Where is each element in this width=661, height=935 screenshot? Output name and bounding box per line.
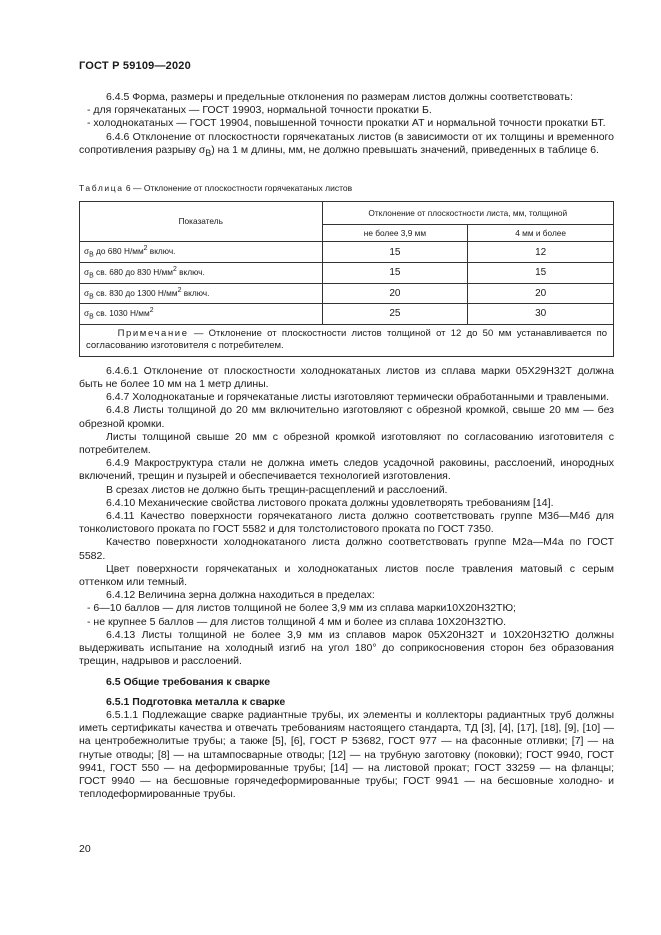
- cell-thin: 25: [322, 304, 468, 325]
- paragraph-6-4-6: 6.4.6 Отклонение от плоскостности горячекатаных листов (в зависимости от их толщины и временного сопротивления разрыву $\sigma_В$) на 1 м длины, мм, не должно превышать значений, приведенных в таблице 6.: [79, 130, 614, 158]
- header-thick: 4 мм и более: [468, 225, 614, 242]
- list-item-cold-rolled: - холоднокатаных — ГОСТ 19904, повышенной точности прокатки АТ и нормальной точности прокатки БТ.: [87, 117, 606, 130]
- table-row: [80, 283, 614, 304]
- list-item-grain-thick: - не крупнее 5 баллов — для листов толщиной 4 мм и более из сплава 10Х20Н32ТЮ.: [87, 615, 507, 628]
- row-indicator: $\sigma_В$ св. 830 до 1300 $Н/мм^2$ включ.: [80, 283, 323, 304]
- row-indicator: $\sigma_В$ до 680 $Н/мм^2$ включ.: [80, 242, 323, 263]
- page-number: 20: [79, 843, 91, 855]
- list-item-hot-rolled: - для горячекатаных — ГОСТ 19903, нормальной точности прокатки Б.: [87, 104, 432, 117]
- header-deviation-group: Отклонение от плоскостности листа, мм, толщиной: [322, 202, 613, 225]
- paragraph-edge-sheets: Листы толщиной свыше 20 мм с обрезной кромкой изготовляют по согласованию изготовителя с потребителем.: [79, 430, 614, 457]
- cell-thin: 15: [322, 262, 468, 283]
- document-header: ГОСТ Р 59109—2020: [79, 60, 191, 72]
- header-indicator: Показатель: [80, 202, 323, 242]
- cell-thin: 20: [322, 283, 468, 304]
- paragraph-cuts: В срезах листов не должно быть трещин-расщеплений и расслоений.: [106, 483, 448, 496]
- cell-thick: 20: [468, 283, 614, 304]
- table-row: [80, 304, 614, 325]
- header-thin: не более 3,9 мм: [322, 225, 468, 242]
- table-header-row: [80, 202, 614, 225]
- paragraph-6-4-7: 6.4.7 Холоднокатаные и горячекатаные листы изготовляют термически обработанными и травлеными.: [106, 391, 610, 404]
- paragraph-6-5-1-1: 6.5.1.1 Подлежащие сварке радиантные трубы, их элементы и коллекторы радиантных труб должны иметь сертификаты качества и отвечать требованиям настоящего стандарта, ТД [3], [4], [17], [18], [9], [10] — на центробежнолитые трубы; а также [5], [6], ГОСТ Р 53682, ГОСТ 977 — на фасонные отливки; [7] — на гнутые отводы; [8] — на штампосварные отводы; [12] — на трубную заготовку (поковки); ГОСТ 9940, ГОСТ 9941, ГОСТ 550 — на деформированные трубы; [14] — на листовой прокат; ГОСТ 33259 — на фланцы; ГОСТ 9940 — на бесшовные горячедеформированные трубы; ГОСТ 9941 — на бесшовные холодно- и теплодеформированные трубы.: [79, 708, 614, 801]
- cell-thick: 30: [468, 304, 614, 325]
- paragraph-6-4-5: 6.4.5 Форма, размеры и предельные отклонения по размерам листов должны соответствовать:: [106, 91, 573, 103]
- paragraph-6-4-6-1: 6.4.6.1 Отклонение от плоскостности холоднокатаных листов из сплава марки 05Х29Н32Т должна быть не более 10 мм на 1 метр длины.: [79, 364, 614, 391]
- paragraph-6-4-10: 6.4.10 Механические свойства листового проката должны удовлетворять требованиям [14].: [106, 496, 554, 509]
- paragraph-6-4-11: 6.4.11 Качество поверхности горячекатаного листа должно соответствовать группе М3б—М4б для тонколистового проката по ГОСТ 5582 и для толстолистового проката по ГОСТ 7350.: [79, 510, 614, 536]
- table-row: [80, 242, 614, 263]
- cell-thick: 15: [468, 262, 614, 283]
- row-indicator: $\sigma_В$ св. 680 до 830 $Н/мм^2$ включ.: [80, 262, 323, 283]
- paragraph-6-4-8: 6.4.8 Листы толщиной до 20 мм включительно изготовляют с обрезной кромкой, свыше 20 мм — без обрезной кромки.: [79, 404, 614, 430]
- paragraph-color: Цвет поверхности горячекатаных и холоднокатаных листов после травления матовый с серым оттенком или темный.: [79, 562, 614, 589]
- paragraph-6-4-13: 6.4.13 Листы толщиной не более 3,9 мм из сплавов марок 05Х20Н32Т и 10Х20Н32ТЮ должны выдерживать испытание на холодный изгиб на угол 180° до соприкосновения сторон без образования трещин, надрывов и расслоений.: [79, 628, 614, 668]
- table-note: Примечание — Отклонение от плоскостности листов толщиной от 12 до 50 мм устанавливается по согласованию изготовителя с потребителем.: [80, 324, 614, 356]
- table-row: [80, 262, 614, 283]
- list-item-grain-thin: - 6—10 баллов — для листов толщиной не более 3,9 мм из сплава марки10Х20Н32ТЮ;: [87, 602, 516, 615]
- paragraph-cold-surface: Качество поверхности холоднокатаного листа должно соответствовать группе М2а—М4а по ГОСТ 5582.: [79, 536, 614, 562]
- row-indicator: $\sigma_В$ св. 1030 $Н/мм^2$: [80, 304, 323, 325]
- cell-thin: 15: [322, 242, 468, 263]
- flatness-table: [79, 201, 614, 357]
- section-heading-6-5: 6.5 Общие требования к сварке: [106, 676, 271, 689]
- paragraph-6-4-12: 6.4.12 Величина зерна должна находиться в пределах:: [106, 589, 375, 602]
- paragraph-6-4-9: 6.4.9 Макроструктура стали не должна иметь следов усадочной раковины, расслоений, инородных включений, трещин и пузырей и обеспечивается технологией изготовления.: [79, 457, 614, 483]
- subsection-heading-6-5-1: 6.5.1 Подготовка металла к сварке: [106, 695, 286, 708]
- page-content: [79, 91, 614, 801]
- cell-thick: 12: [468, 242, 614, 263]
- table-note-row: [80, 324, 614, 356]
- table-caption: Таблица 6 — Отклонение от плоскостности горячекатаных листов: [79, 183, 353, 194]
